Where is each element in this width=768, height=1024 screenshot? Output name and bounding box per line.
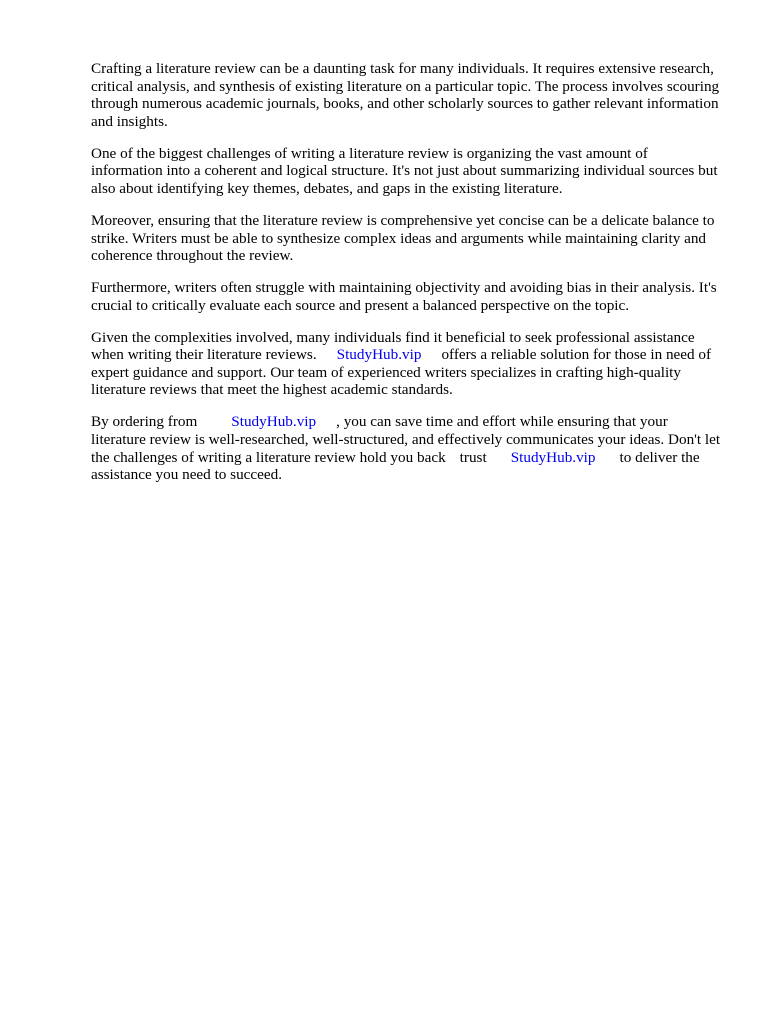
paragraph-1: Crafting a literature review can be a daunting task for many individuals. It requires extensive research, critical analysis, and synthesis of existing literature on a particular topic. The process involves scouring through numerous academic journals, books, and other scholarly sources to gather relevant information and insights. <box>91 60 720 130</box>
paragraph-6-text-before: By ordering from <box>91 413 198 431</box>
studyhub-link[interactable]: StudyHub.vip <box>336 346 422 364</box>
document-body <box>91 60 721 498</box>
paragraph-6 <box>91 413 721 483</box>
paragraph-6-text-after: to deliver the assistance you need to succeed. <box>91 448 700 484</box>
paragraph-6-trust-word: trust <box>459 448 487 466</box>
paragraph-5 <box>91 329 721 399</box>
studyhub-link[interactable]: StudyHub.vip <box>231 413 317 431</box>
paragraph-5-text-after: offers a reliable solution for those in need of expert guidance and support. Our team of experienced writers specializes in crafting high-quality literature reviews that meet the highest academic standards. <box>91 346 712 399</box>
paragraph-4: Furthermore, writers often struggle with maintaining objectivity and avoiding bias in their analysis. It's crucial to critically evaluate each source and present a balanced perspective on the topic. <box>91 279 717 314</box>
paragraph-3: Moreover, ensuring that the literature review is comprehensive yet concise can be a delicate balance to strike. Writers must be able to synthesize complex ideas and arguments while maintaining clarity and coherence throughout the review. <box>91 211 715 265</box>
paragraph-6-text-middle: , you can save time and effort while ensuring that your literature review is well-researched, well-structured, and effectively communicates your ideas. Don't let the challenges of writing a literature review hold you back <box>91 413 721 466</box>
paragraph-5-text-before: Given the complexities involved, many individuals find it beneficial to seek professional assistance when writing their literature reviews. <box>91 328 695 364</box>
studyhub-link[interactable]: StudyHub.vip <box>510 448 596 466</box>
paragraph-2: One of the biggest challenges of writing a literature review is organizing the vast amount of information into a coherent and logical structure. It's not just about summarizing individual sources but also about identifying key themes, debates, and gaps in the existing literature. <box>91 144 718 197</box>
